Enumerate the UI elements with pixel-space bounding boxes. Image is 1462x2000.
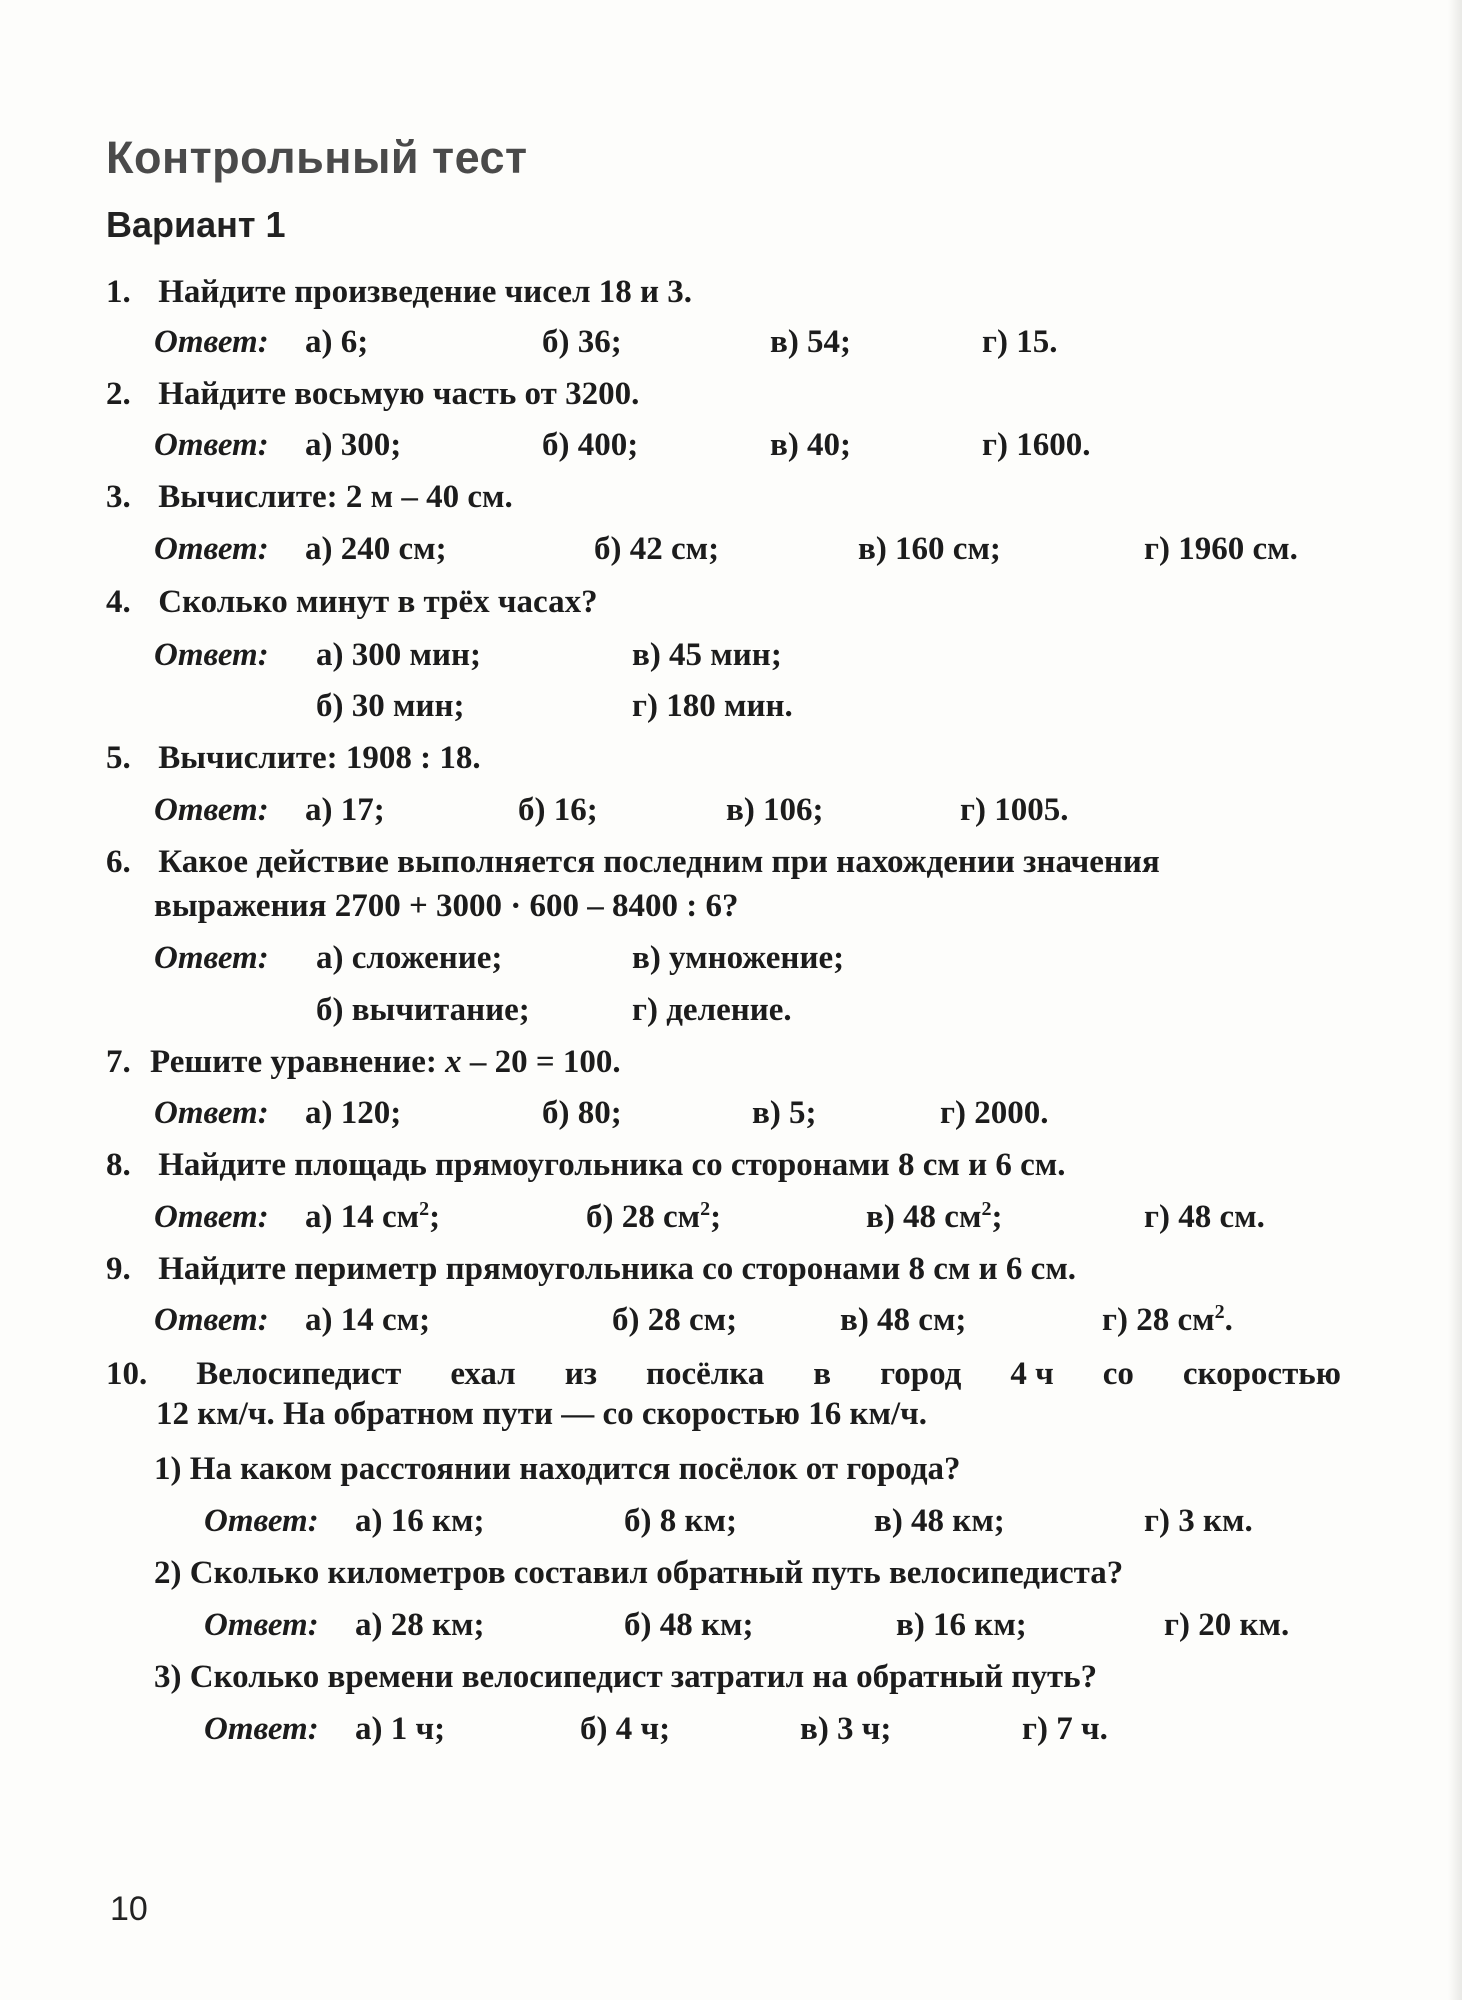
option-a: а) 120; <box>305 1095 402 1131</box>
option-a: а) 14 $см^2$; <box>305 1198 441 1235</box>
option-b: б) 48 км; <box>624 1607 754 1643</box>
option-g: г) 180 мин. <box>632 688 793 724</box>
question-text: Найдите восьмую часть от 3200. <box>158 376 640 412</box>
option-g: г) 7 ч. <box>1022 1711 1108 1747</box>
answer-row-9 <box>154 1300 1233 1340</box>
option-a: а) 300; <box>305 427 402 463</box>
word: ехал <box>450 1356 516 1392</box>
option-g: г) 2000. <box>940 1095 1049 1131</box>
option-b: б) 400; <box>542 427 639 463</box>
option-v: в) 48 см; <box>840 1302 967 1338</box>
option-g: г) 20 км. <box>1164 1607 1290 1643</box>
answer-label: Ответ: <box>204 1607 319 1643</box>
answer-label: Ответ: <box>154 1199 269 1235</box>
option-a: а) 240 см; <box>305 531 447 567</box>
answer-label: Ответ: <box>154 427 269 463</box>
answer-row-7 <box>154 1093 1049 1133</box>
answer-row-10-1 <box>204 1501 1253 1541</box>
option-a: а) 300 мин; <box>316 637 481 673</box>
question-7 <box>106 1042 621 1082</box>
question-10-line-1 <box>106 1354 1341 1394</box>
word: со <box>1102 1356 1134 1392</box>
option-v: в) 5; <box>752 1095 817 1131</box>
option-a: а) сложение; <box>316 940 503 976</box>
question-text: Вычислите: 2 м – 40 см. <box>158 479 513 515</box>
question-6 <box>106 842 1160 882</box>
question-2 <box>106 374 639 414</box>
option-b: б) 16; <box>518 792 598 828</box>
word: в <box>813 1356 832 1392</box>
question-9 <box>106 1249 1076 1289</box>
question-1 <box>106 272 692 312</box>
answer-label: Ответ: <box>154 531 269 567</box>
option-g: г) 1600. <box>982 427 1091 463</box>
option-v: в) 54; <box>770 324 852 360</box>
answer-row-8 <box>154 1197 1265 1237</box>
question-10-line-2: 12 км/ч. На обратном пути — со скоростью 16 км/ч. <box>156 1396 928 1432</box>
option-g: г) деление. <box>632 992 792 1028</box>
question-text-end: – 20 = 100. <box>461 1044 621 1080</box>
option-g: г) 1005. <box>960 792 1069 828</box>
option-g: г) 28 $см^2$. <box>1102 1301 1233 1338</box>
option-a: а) 17; <box>305 792 385 828</box>
answer-row-4a <box>154 635 782 675</box>
question-number: 8. <box>106 1147 131 1183</box>
option-a: а) 6; <box>305 324 369 360</box>
option-v: в) 106; <box>726 792 824 828</box>
question-text: Найдите площадь прямоугольника со сторонами 8 см и 6 см. <box>158 1147 1066 1183</box>
option-b: б) 42 см; <box>594 531 720 567</box>
page-edge-shadow <box>1448 0 1462 2000</box>
answer-label: Ответ: <box>154 637 269 673</box>
question-number: 1. <box>106 274 131 310</box>
answer-label: Ответ: <box>204 1503 319 1539</box>
page-title: Контрольный тест <box>106 132 528 183</box>
answer-row-5 <box>154 790 1069 830</box>
option-v: в) 48 км; <box>874 1503 1005 1539</box>
question-number: 3. <box>106 479 131 515</box>
option-b: б) 28 $см^2$; <box>586 1198 722 1235</box>
answer-label: Ответ: <box>154 324 269 360</box>
question-number: 6. <box>106 844 131 880</box>
option-v: в) 16 км; <box>896 1607 1027 1643</box>
option-g: г) 15. <box>982 324 1058 360</box>
question-4 <box>106 582 598 622</box>
option-a: а) 14 см; <box>305 1302 431 1338</box>
option-b: б) 4 ч; <box>580 1711 671 1747</box>
answer-row-1 <box>154 322 1058 362</box>
question-text: Решите уравнение: <box>150 1044 446 1080</box>
question-10 <box>106 1354 1341 1434</box>
answer-label: Ответ: <box>154 1095 269 1131</box>
variant-heading: Вариант 1 <box>106 204 286 245</box>
question-text: Найдите периметр прямоугольника со сторонами 8 см и 6 см. <box>158 1251 1077 1287</box>
question-number: 9. <box>106 1251 131 1287</box>
option-b: б) 36; <box>542 324 622 360</box>
question-8 <box>106 1145 1065 1185</box>
option-a: а) 28 км; <box>355 1607 485 1643</box>
answer-row-10-3 <box>204 1709 1108 1749</box>
option-v: в) 3 ч; <box>800 1711 892 1747</box>
word: посёлка <box>645 1356 765 1392</box>
question-text: Вычислите: 1908 : 18. <box>158 740 481 776</box>
answer-row-10-2 <box>204 1605 1290 1645</box>
option-a: а) 1 ч; <box>355 1711 446 1747</box>
question-5 <box>106 738 481 778</box>
question-number: 7. <box>106 1044 131 1080</box>
option-b: б) 80; <box>542 1095 622 1131</box>
option-v: в) 45 мин; <box>632 637 782 673</box>
page-number: 10 <box>110 1890 148 1928</box>
option-b: б) вычитание; <box>316 992 530 1028</box>
word: 4 ч <box>1010 1356 1054 1392</box>
question-number: 4. <box>106 584 131 620</box>
subquestion-3: 3) Сколько времени велосипедист затратил на обратный путь? <box>154 1659 1098 1695</box>
question-text: Найдите произведение чисел 18 и 3. <box>158 274 693 310</box>
word: город <box>880 1356 962 1392</box>
option-b: б) 28 см; <box>612 1302 738 1338</box>
question-text-continued: выражения 2700 + 3000 · 600 – 8400 : 6? <box>154 888 739 924</box>
variable-x: x <box>445 1044 462 1080</box>
option-v: в) 160 см; <box>858 531 1001 567</box>
option-v: в) умножение; <box>632 940 845 976</box>
question-number: 2. <box>106 376 131 412</box>
answer-label: Ответ: <box>154 792 269 828</box>
word: из <box>564 1356 597 1392</box>
option-g: г) 3 км. <box>1144 1503 1253 1539</box>
question-text: Какое действие выполняется последним при нахождении значения <box>158 844 1160 880</box>
answer-label: Ответ: <box>154 1302 269 1338</box>
word: Велосипедист <box>196 1356 402 1392</box>
answer-label: Ответ: <box>204 1711 319 1747</box>
question-number: 10. <box>106 1356 148 1392</box>
question-6-line-2 <box>154 886 739 926</box>
option-b: б) 8 км; <box>624 1503 737 1539</box>
answer-row-6a <box>154 938 845 978</box>
answer-row-2 <box>154 425 1091 465</box>
option-v: в) 40; <box>770 427 852 463</box>
option-g: г) 48 см. <box>1144 1199 1265 1235</box>
word: скоростью <box>1182 1356 1341 1392</box>
option-g: г) 1960 см. <box>1144 531 1298 567</box>
question-text: Сколько минут в трёх часах? <box>158 584 598 620</box>
question-3 <box>106 477 513 517</box>
answer-label: Ответ: <box>154 940 269 976</box>
question-number: 5. <box>106 740 131 776</box>
option-a: а) 16 км; <box>355 1503 485 1539</box>
answer-row-3 <box>154 529 1298 569</box>
option-v: в) 48 $см^2$; <box>866 1198 1003 1235</box>
subquestion-2: 2) Сколько километров составил обратный путь велосипедиста? <box>154 1555 1124 1591</box>
option-b: б) 30 мин; <box>316 688 465 724</box>
subquestion-1: 1) На каком расстоянии находится посёлок от города? <box>154 1451 961 1487</box>
